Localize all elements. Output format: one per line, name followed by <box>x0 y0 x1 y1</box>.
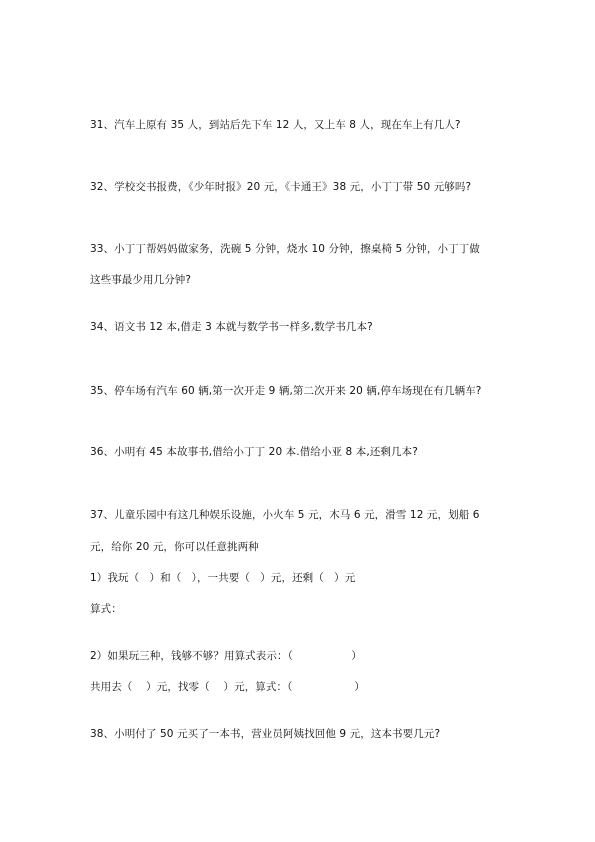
question-33-line-2: 这些事最少用几分钟? <box>90 274 192 286</box>
question-37-part-1: 1）我玩（ ）和（ ），一共要（ ）元，还剩（ ）元 <box>90 572 356 584</box>
question-37-part-2-line-2: 共用去（ ）元，找零（ ）元，算式：（ ） <box>90 681 365 693</box>
question-31: 31、汽车上原有 35 人，到站后先下车 12 人，又上车 8 人，现在车上有几人? <box>90 119 461 131</box>
question-35: 35、停车场有汽车 60 辆,第一次开走 9 辆,第二次开来 20 辆,停车场现在有几辆车? <box>90 385 482 397</box>
question-34: 34、语文书 12 本,借走 3 本就与数学书一样多,数学书几本? <box>90 321 373 333</box>
question-37-line-2: 元，给你 20 元，你可以任意挑两种 <box>90 541 259 553</box>
question-37-part-2: 2）如果玩三种，钱够不够？用算式表示：（ ） <box>90 650 362 662</box>
question-37-formula-label: 算式： <box>90 603 122 615</box>
question-36: 36、小明有 45 本故事书,借给小丁丁 20 本.借给小亚 8 本,还剩几本? <box>90 446 418 458</box>
question-38: 38、小明付了 50 元买了一本书，营业员阿姨找回他 9 元，这本书要几元? <box>90 728 441 740</box>
question-37-line-1: 37、儿童乐园中有这几种娱乐设施，小火车 5 元，木马 6 元，滑雪 12 元，划船 6 <box>90 509 480 521</box>
question-33-line-1: 33、小丁丁帮妈妈做家务，洗碗 5 分钟，烧水 10 分钟，擦桌椅 5 分钟，小丁丁做 <box>90 243 480 255</box>
question-32: 32、学校交书报费，《少年时报》20 元，《卡通王》38 元，小丁丁带 50 元够吗? <box>90 181 472 193</box>
